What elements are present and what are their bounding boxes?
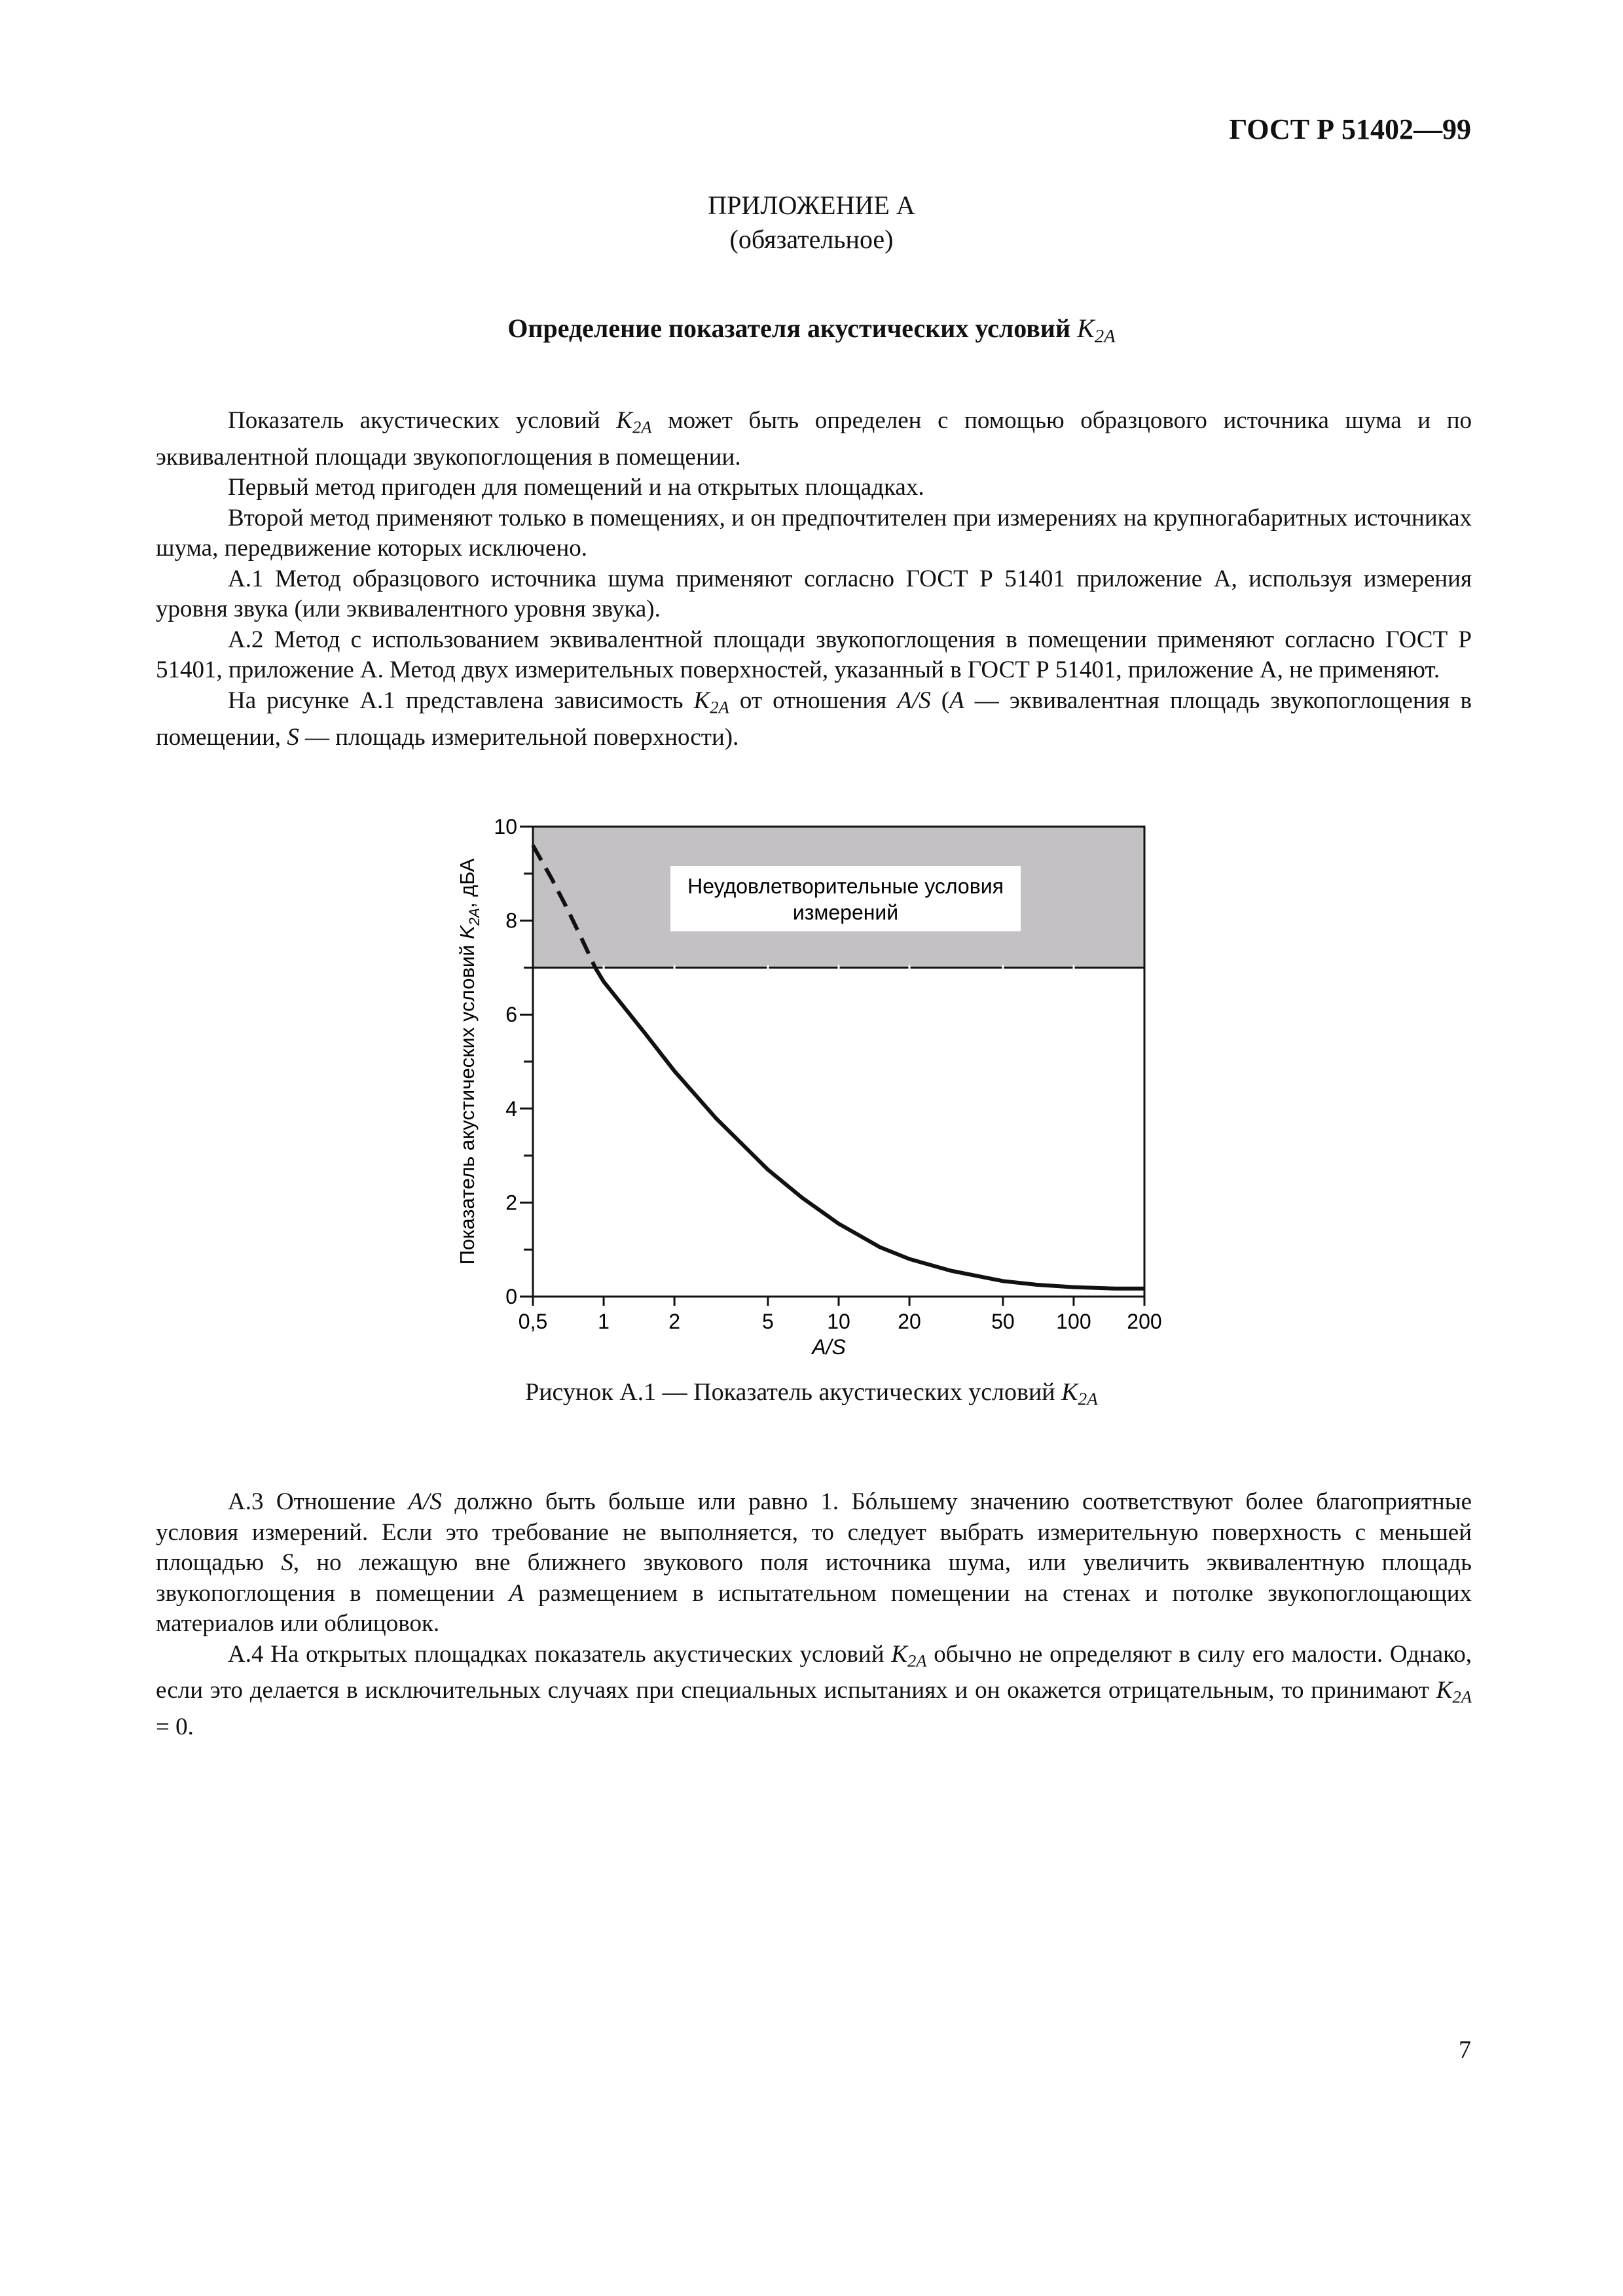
x-tick-label: 200 <box>1127 1310 1162 1333</box>
paragraph: Показатель акустических условий $K_{2A}$ может быть определен с помощью образцового источника шума и по эквивалентной площади звукопоглощения в помещении. <box>156 407 1472 471</box>
x-axis-label: A/S <box>812 1335 846 1359</box>
x-tick-label: 1 <box>598 1310 610 1333</box>
paragraph: А.3 Отношение A/S должно быть больше или равно 1. Бóльшему значению соответствуют более благоприятные условия измерений. Если это требование не выполняется, то следует выбрать измерительную поверхность с меньшей площадью S, но лежащую вне ближнего звукового поля источника шума, или увеличить эквивалентную площадь звукопоглощения в помещении A размещением в испытательном помещении на стенах и потолке звукопоглощающих материалов или облицовок. <box>156 1488 1472 1637</box>
page-number: 7 <box>1459 2036 1471 2064</box>
x-tick-label: 20 <box>898 1310 921 1333</box>
y-tick-label: 2 <box>505 1191 517 1215</box>
paragraph: Первый метод пригоден для помещений и на открытых площадках. <box>228 474 924 501</box>
unsatisfactory-label-line2: измерений <box>792 901 899 924</box>
figure-caption: Рисунок А.1 — Показатель акустических условий $K_{2A}$ <box>525 1378 1098 1409</box>
y-tick-label: 6 <box>505 1003 517 1027</box>
x-tick-label: 100 <box>1056 1310 1091 1333</box>
document-code: ГОСТ Р 51402—99 <box>1229 113 1471 145</box>
appendix-heading <box>0 188 1623 257</box>
x-tick-label: 5 <box>762 1310 774 1333</box>
x-tick-label: 0,5 <box>518 1310 548 1333</box>
section-symbol: $K_{2A}$ <box>1077 314 1116 348</box>
closing-text <box>156 1487 1472 1743</box>
figure-a1-chart <box>432 812 1192 1368</box>
intro-text <box>156 406 1472 753</box>
appendix-status: (обязательное) <box>729 224 894 254</box>
section-title-text: Определение показателя акустических условий <box>507 314 1070 343</box>
y-tick-label: 4 <box>505 1096 517 1121</box>
appendix-title: ПРИЛОЖЕНИЕ А <box>708 190 915 220</box>
y-tick-label: 0 <box>505 1285 517 1308</box>
x-tick-label: 2 <box>668 1310 681 1333</box>
x-tick-label: 50 <box>991 1310 1015 1333</box>
paragraph: Второй метод применяют только в помещениях, и он предпочтителен при измерениях на крупногабаритных источниках шума, передвижение которых исключено. <box>156 504 1472 562</box>
series-line-solid <box>595 967 1144 1288</box>
section-title <box>0 313 1623 348</box>
unsatisfactory-label-line1: Неудовлетворительные условия <box>687 874 1004 898</box>
paragraph: На рисунке А.1 представлена зависимость $K_{2A}$ от отношения A/S (A — эквивалентная площадь звукопоглощения в помещении, S — площадь измерительной поверхности). <box>156 687 1472 751</box>
paragraph: А.1 Метод образцового источника шума применяют согласно ГОСТ Р 51401 приложение А, используя измерения уровня звука (или эквивалентного уровня звука). <box>156 565 1472 623</box>
y-tick-label: 8 <box>505 908 517 933</box>
x-tick-label: 10 <box>827 1310 850 1333</box>
paragraph: А.4 На открытых площадках показатель акустических условий $K_{2A}$ обычно не определяют в силу его малости. Однако, если это делается в исключительных случаях при специальных испытаниях и он окажется отрицательным, то принимают $K_{2A} = 0$. <box>156 1640 1472 1741</box>
y-tick-label: 10 <box>494 815 517 838</box>
y-axis-label: Показатель акустических условий $K_{2A}$, дБА <box>456 858 483 1265</box>
paragraph: А.2 Метод с использованием эквивалентной площади звукопоглощения в помещении применяют согласно ГОСТ Р 51401, приложение А. Метод двух измерительных поверхностей, указанный в ГОСТ Р 51401, приложение А, не применяют. <box>156 626 1472 684</box>
